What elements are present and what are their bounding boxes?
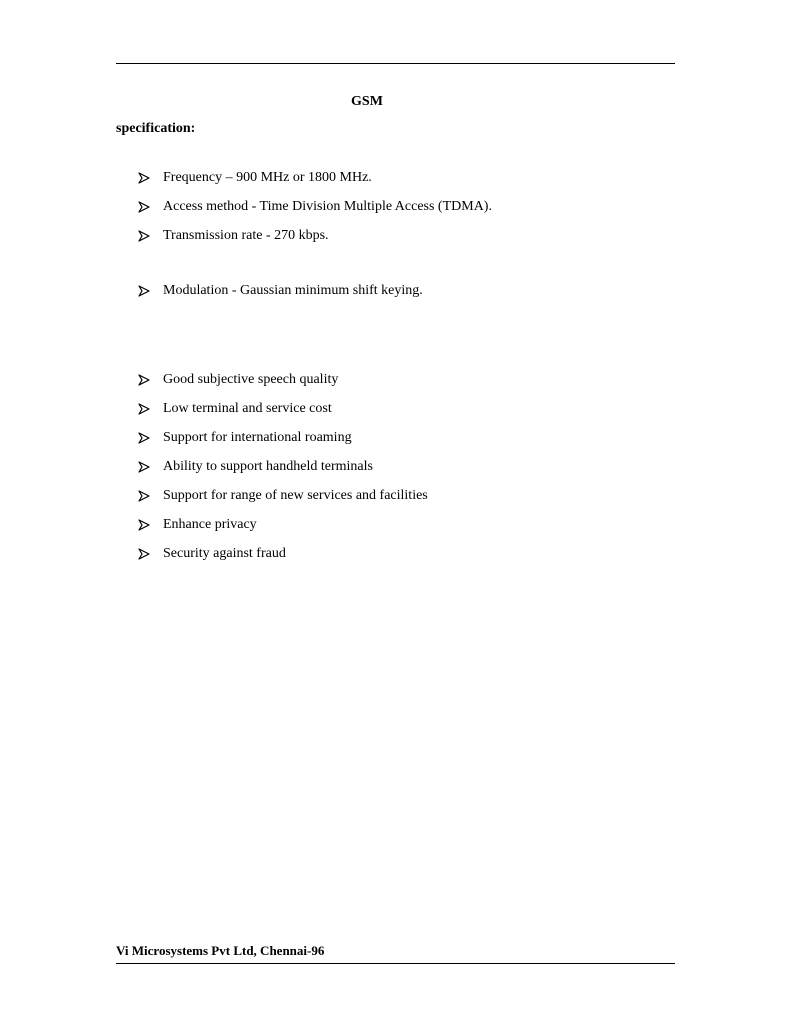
list-item-text: Support for range of new services and facilities <box>163 488 428 503</box>
arrow-bullet-icon <box>138 401 150 417</box>
arrow-bullet-icon <box>138 517 150 533</box>
arrow-bullet-icon <box>138 546 150 562</box>
list-item-text: Support for international roaming <box>163 430 352 445</box>
list-item-text: Access method - Time Division Multiple Access (TDMA). <box>163 199 492 214</box>
arrow-bullet-icon <box>138 430 150 446</box>
list-item-text: Transmission rate - 270 kbps. <box>163 228 329 243</box>
arrow-bullet-icon <box>138 459 150 475</box>
arrow-bullet-icon <box>138 199 150 215</box>
list-item-text: Modulation - Gaussian minimum shift keying. <box>163 283 423 298</box>
list-item-text: Security against fraud <box>163 546 286 561</box>
arrow-bullet-icon <box>138 372 150 388</box>
list-item-text: Ability to support handheld terminals <box>163 459 373 474</box>
header-rule <box>116 63 675 64</box>
list-item-text: Frequency – 900 MHz or 1800 MHz. <box>163 170 372 185</box>
list-item-text: Low terminal and service cost <box>163 401 332 416</box>
arrow-bullet-icon <box>138 228 150 244</box>
page-title: GSM <box>351 94 383 109</box>
arrow-bullet-icon <box>138 283 150 299</box>
arrow-bullet-icon <box>138 488 150 504</box>
arrow-bullet-icon <box>138 170 150 186</box>
list-item-text: Good subjective speech quality <box>163 372 339 387</box>
list-item-text: Enhance privacy <box>163 517 257 532</box>
footer-rule <box>116 963 675 964</box>
section-heading: specification: <box>116 121 196 136</box>
footer-text: Vi Microsystems Pvt Ltd, Chennai-96 <box>116 943 325 958</box>
